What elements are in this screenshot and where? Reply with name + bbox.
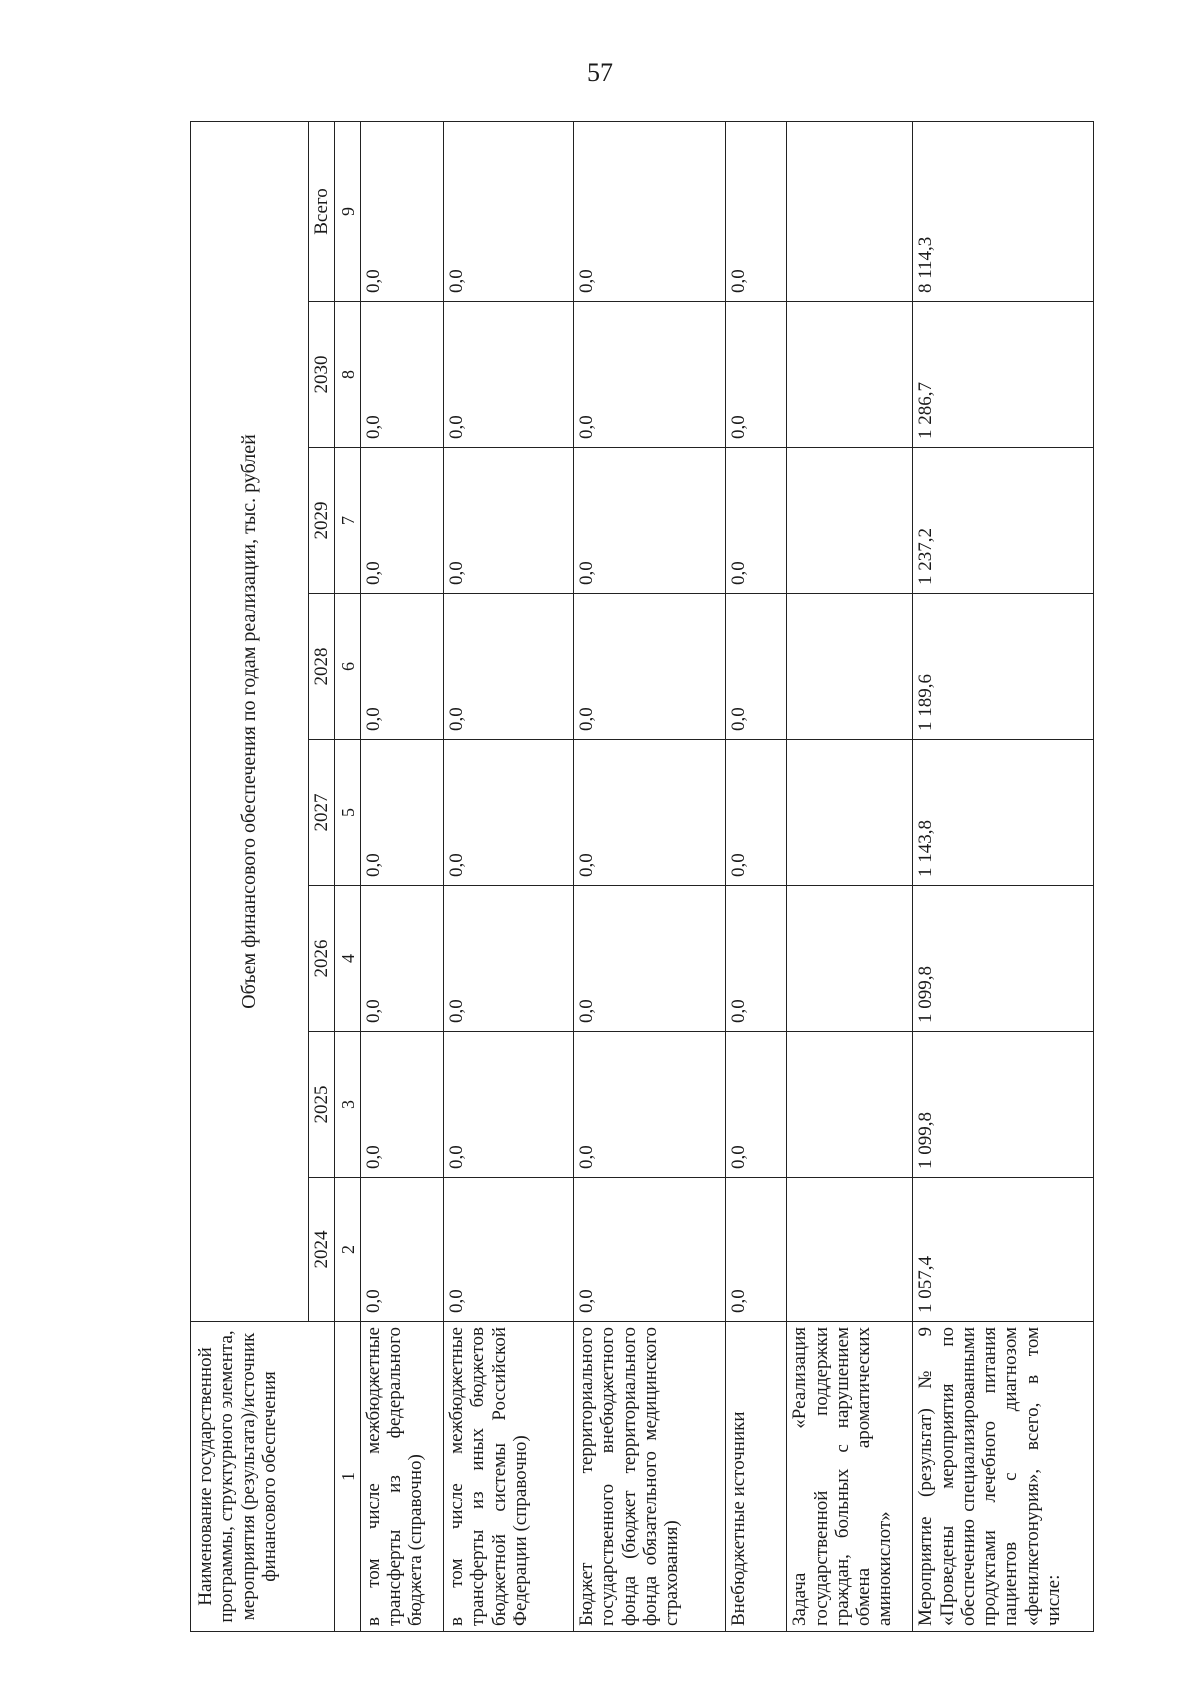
- year-header: 2026: [308, 886, 335, 1032]
- table-row: [574, 121, 726, 1631]
- year-header: 2029: [308, 448, 335, 594]
- row-label: Мероприятие (результат) № 9 «Проведены мероприятия по обеспечению специализированными продуктами лечебного питания пациентов с диагнозом «фенилкетонурия», всего, в том числе:: [913, 1322, 1094, 1632]
- table-row: [444, 121, 574, 1631]
- value-cell: 0,0: [360, 886, 443, 1032]
- table-row: [360, 121, 443, 1631]
- value-cell: 0,0: [360, 1178, 443, 1322]
- column-number-row: [335, 121, 361, 1631]
- value-cell: [787, 1178, 913, 1322]
- value-cell: 1 189,6: [913, 594, 1094, 740]
- column-number: 2: [335, 1178, 361, 1322]
- column-number: 6: [335, 594, 361, 740]
- value-cell: 0,0: [574, 1178, 726, 1322]
- value-cell: 0,0: [444, 302, 574, 448]
- value-cell: 0,0: [726, 1178, 787, 1322]
- value-cell: [787, 1032, 913, 1178]
- value-cell: 0,0: [360, 448, 443, 594]
- column-number: 9: [335, 121, 361, 301]
- value-cell: [787, 594, 913, 740]
- column-number: 8: [335, 302, 361, 448]
- value-cell: 0,0: [444, 594, 574, 740]
- value-cell: 0,0: [726, 1032, 787, 1178]
- value-cell: 0,0: [726, 302, 787, 448]
- value-cell: 0,0: [444, 740, 574, 886]
- year-header: 2024: [308, 1178, 335, 1322]
- financial-table-container: [190, 122, 1094, 1632]
- row-label: в том числе межбюджетные трансферты из иных бюджетов бюджетной системы Российской Федерации (справочно): [444, 1322, 574, 1632]
- total-cell: 0,0: [444, 121, 574, 301]
- value-cell: 0,0: [444, 886, 574, 1032]
- value-cell: 0,0: [444, 448, 574, 594]
- value-cell: [787, 886, 913, 1032]
- value-cell: 0,0: [574, 886, 726, 1032]
- column-number: 5: [335, 740, 361, 886]
- total-cell: 0,0: [574, 121, 726, 301]
- column-number: 1: [335, 1322, 361, 1632]
- total-cell: [787, 121, 913, 301]
- year-header: 2027: [308, 740, 335, 886]
- value-cell: 0,0: [574, 594, 726, 740]
- table-row: [913, 121, 1094, 1631]
- value-cell: 0,0: [360, 1032, 443, 1178]
- row-label: в том числе межбюджетные трансферты из федерального бюджета (справочно): [360, 1322, 443, 1632]
- total-cell: 0,0: [726, 121, 787, 301]
- value-cell: 1 143,8: [913, 740, 1094, 886]
- column-number: 4: [335, 886, 361, 1032]
- table-row: [787, 121, 913, 1631]
- value-cell: 0,0: [360, 594, 443, 740]
- value-cell: 1 237,2: [913, 448, 1094, 594]
- column-number: 7: [335, 448, 361, 594]
- value-cell: 0,0: [574, 448, 726, 594]
- value-cell: [787, 448, 913, 594]
- funding-group-header: Объем финансового обеспечения по годам реализации, тыс. рублей: [191, 121, 309, 1321]
- value-cell: 0,0: [360, 302, 443, 448]
- table-row: [726, 121, 787, 1631]
- value-cell: 0,0: [574, 302, 726, 448]
- value-cell: 0,0: [360, 740, 443, 886]
- value-cell: 0,0: [574, 740, 726, 886]
- row-label: Бюджет территориального государственного внебюджетного фонда (бюджет территориального фонда обязательного медицинского страхования): [574, 1322, 726, 1632]
- value-cell: 0,0: [444, 1032, 574, 1178]
- value-cell: 0,0: [726, 448, 787, 594]
- name-column-header: Наименование государственной программы, структурного элемента, мероприятия (результата)/источник финансового обеспечения: [191, 1322, 335, 1632]
- value-cell: 1 057,4: [913, 1178, 1094, 1322]
- page-number: 57: [587, 58, 613, 87]
- value-cell: 1 286,7: [913, 302, 1094, 448]
- value-cell: 0,0: [726, 594, 787, 740]
- total-header: Всего: [308, 121, 335, 301]
- year-header: 2028: [308, 594, 335, 740]
- value-cell: 0,0: [574, 1032, 726, 1178]
- value-cell: 1 099,8: [913, 1032, 1094, 1178]
- value-cell: [787, 740, 913, 886]
- year-header: 2030: [308, 302, 335, 448]
- value-cell: [787, 302, 913, 448]
- year-header: 2025: [308, 1032, 335, 1178]
- row-label: Задача «Реализация государственной поддержки граждан, больных с нарушением обмена ароматических аминокислот»: [787, 1322, 913, 1632]
- total-cell: 8 114,3: [913, 121, 1094, 301]
- financial-table: [190, 121, 1094, 1632]
- total-cell: 0,0: [360, 121, 443, 301]
- row-label: Внебюджетные источники: [726, 1322, 787, 1632]
- value-cell: 1 099,8: [913, 886, 1094, 1032]
- value-cell: 0,0: [726, 886, 787, 1032]
- value-cell: 0,0: [726, 740, 787, 886]
- column-number: 3: [335, 1032, 361, 1178]
- value-cell: 0,0: [444, 1178, 574, 1322]
